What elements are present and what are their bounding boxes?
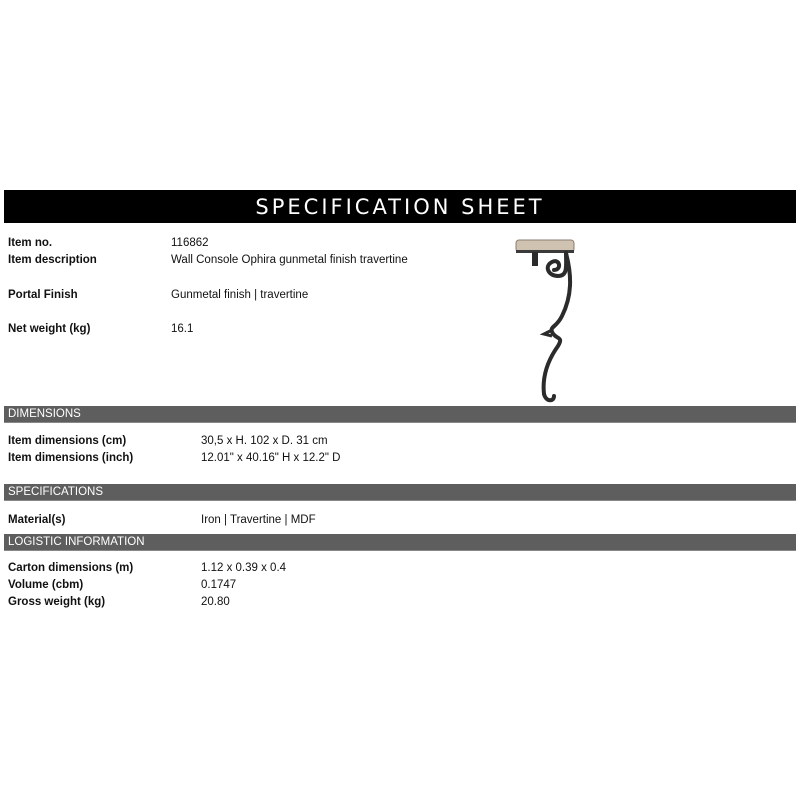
item-dimensions-cm-label: Item dimensions (cm): [8, 435, 127, 447]
item-dimensions-inch-value: 12.01" x 40.16" H x 12.2" D: [201, 452, 341, 464]
section-logistic-heading: LOGISTIC INFORMATION: [8, 536, 145, 548]
section-logistic-information: [4, 534, 796, 551]
page-title: SPECIFICATION SHEET: [255, 194, 545, 219]
gross-weight-label: Gross weight (kg): [8, 596, 106, 608]
net-weight-value: 16.1: [171, 323, 194, 335]
materials-label: Material(s): [8, 514, 66, 526]
wall-console-illustration: [510, 236, 580, 406]
product-image: [510, 236, 580, 406]
item-description-value: Wall Console Ophira gunmetal finish travertine: [171, 254, 408, 266]
section-dimensions: [4, 406, 796, 423]
section-dimensions-heading: DIMENSIONS: [8, 408, 81, 420]
volume-value: 0.1747: [201, 579, 237, 591]
upper-scroll: [548, 253, 566, 276]
portal-finish-label: Portal Finish: [8, 289, 78, 301]
item-dimensions-cm-value: 30,5 x H. 102 x D. 31 cm: [201, 435, 328, 447]
item-no-label: Item no.: [8, 237, 53, 249]
portal-finish-value: Gunmetal finish | travertine: [171, 289, 309, 301]
item-description-label: Item description: [8, 254, 97, 266]
carton-dimensions-value: 1.12 x 0.39 x 0.4: [201, 562, 287, 574]
item-dimensions-inch-label: Item dimensions (inch): [8, 452, 134, 464]
title-bar: [4, 190, 796, 223]
item-no-value: 116862: [171, 237, 209, 249]
bracket-foot: [544, 394, 554, 400]
wall-mount: [532, 252, 538, 266]
carton-dimensions-label: Carton dimensions (m): [8, 562, 134, 574]
gross-weight-value: 20.80: [201, 596, 230, 608]
section-specifications-heading: SPECIFICATIONS: [8, 486, 103, 498]
net-weight-label: Net weight (kg): [8, 323, 91, 335]
section-specifications: [4, 484, 796, 501]
materials-value: Iron | Travertine | MDF: [201, 514, 316, 526]
volume-label: Volume (cbm): [8, 579, 84, 591]
